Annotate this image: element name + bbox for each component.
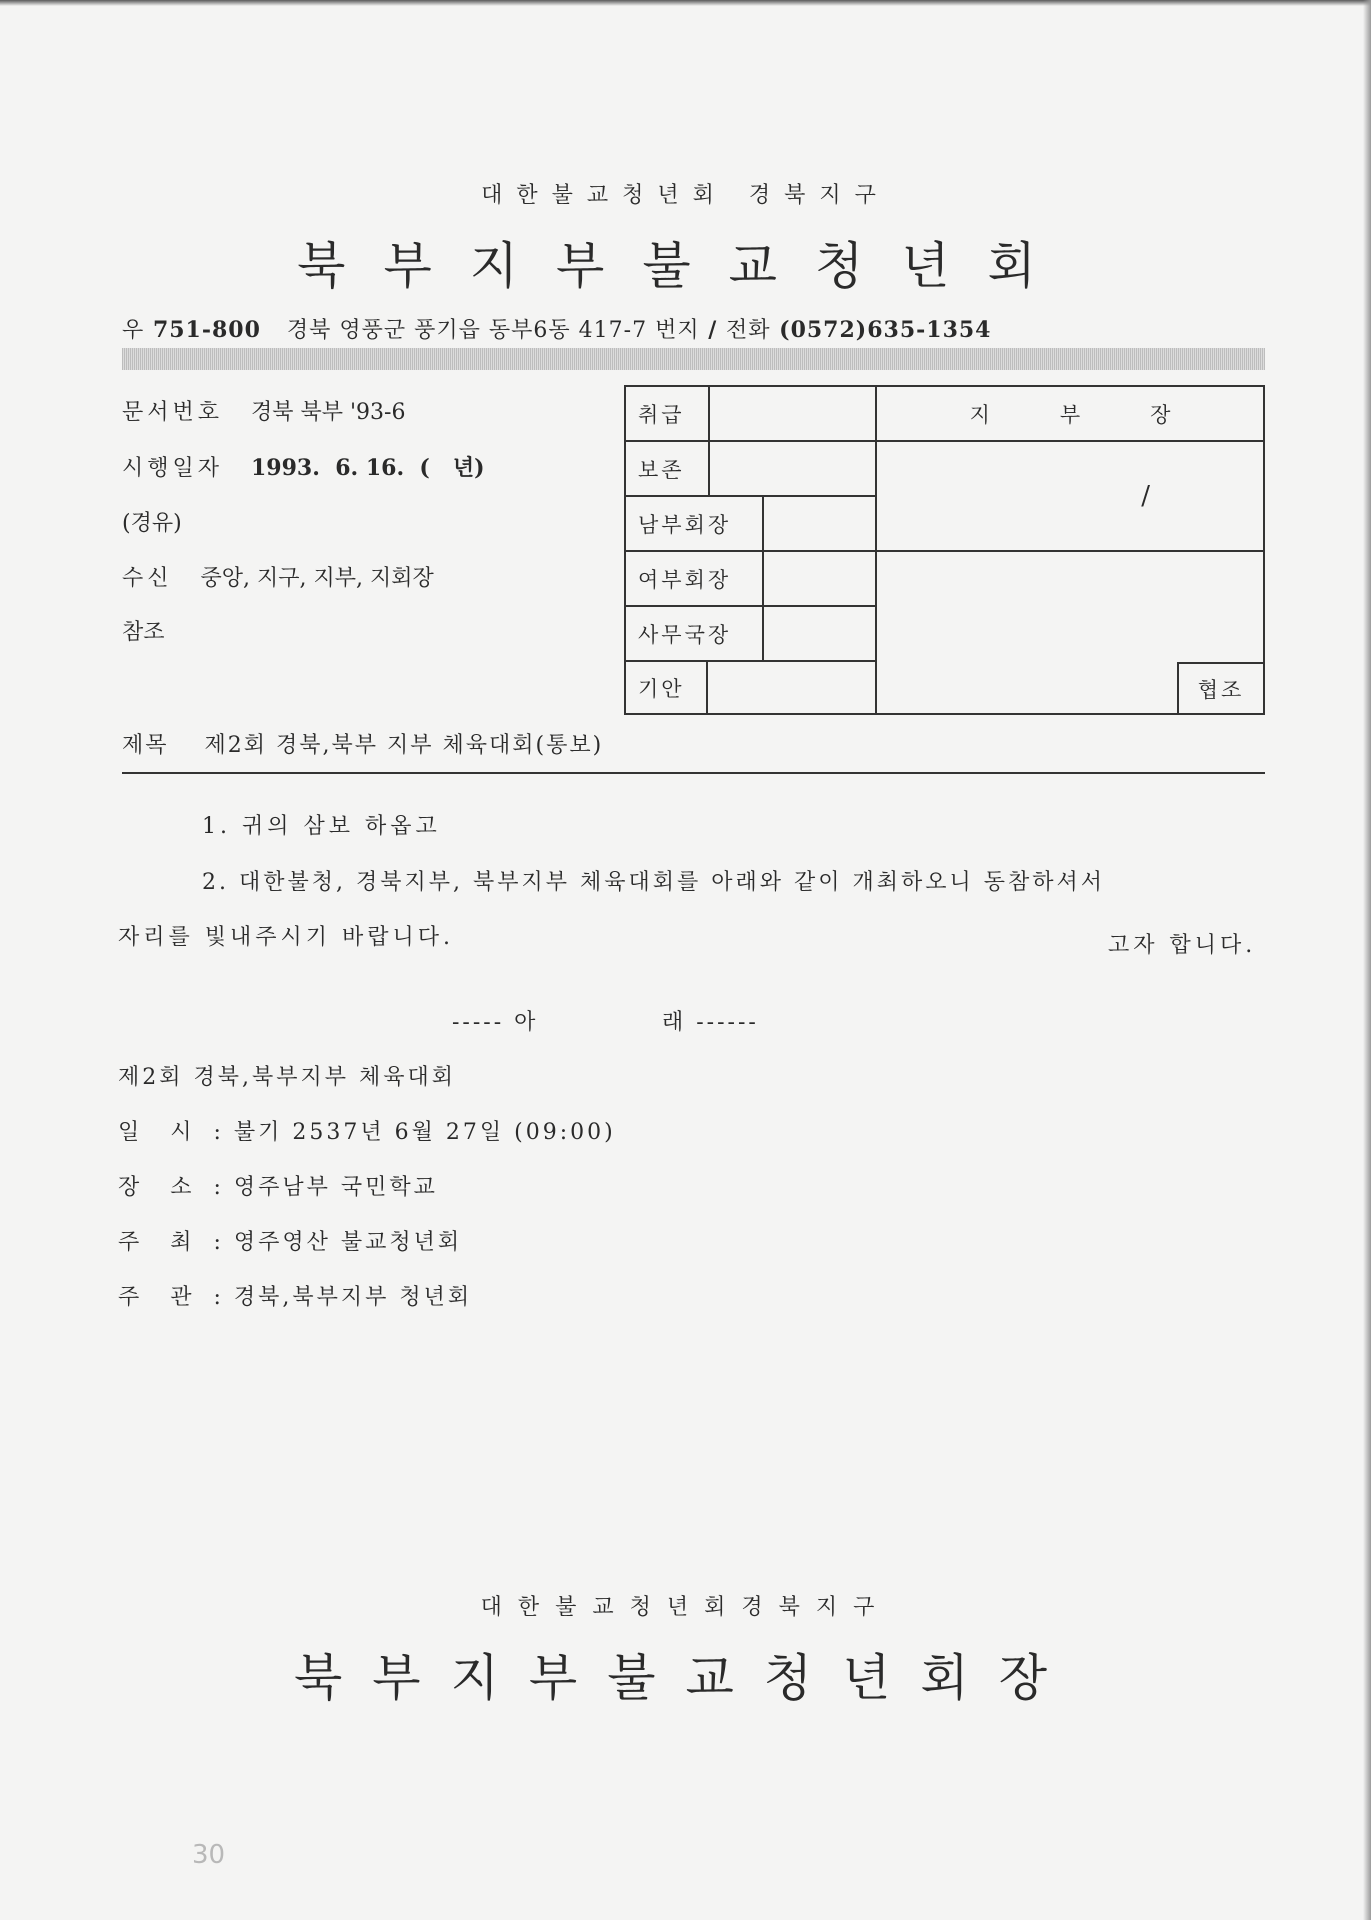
details-item-label: 장 소	[118, 1175, 204, 1200]
approval-label-drafter: 기안	[624, 660, 708, 715]
approval-field-secretary-general[interactable]	[762, 605, 877, 662]
details-item-value: 경북,북부지부 청년회	[233, 1285, 473, 1310]
subject-underline	[122, 772, 1265, 774]
date-value: 1993. 6. 16. ( 년)	[251, 455, 485, 481]
doc-number-label: 문서번호	[122, 400, 224, 425]
body-closing: 고자 합니다.	[1108, 933, 1257, 958]
org-parent-heading: 대한불교청년회 경북지구	[481, 183, 890, 208]
approval-label-secretary-general: 사무국장	[624, 605, 764, 662]
approval-table	[624, 385, 1265, 715]
approval-head-mark: /	[1141, 481, 1153, 511]
details-item-organizer: 주 관 : 경북,북부지부 청년회	[118, 1285, 473, 1310]
date-label: 시행일자	[122, 456, 224, 481]
recipient-value: 중앙, 지구, 지부, 지회장	[200, 566, 434, 591]
org-title: 북부지부불교청년회	[297, 237, 1074, 295]
doc-number-value: 경북 북부 '93-6	[251, 400, 406, 425]
doc-number-row	[122, 395, 405, 426]
approval-field-female-vp[interactable]	[762, 550, 877, 607]
details-item-venue: 장 소 : 영주남부 국민학교	[118, 1175, 438, 1200]
details-item-value: 영주남부 국민학교	[233, 1175, 438, 1200]
recipient-label: 수신	[122, 566, 173, 591]
details-item-value: 불기 2537년 6월 27일 (09:00)	[233, 1120, 616, 1145]
approval-label-handling: 취급	[624, 385, 710, 442]
body-item-2-line-1: 2. 대한불청, 경북지부, 북부지부 체육대회를 아래와 같이 개최하오니 동참하셔서	[202, 870, 1105, 895]
page-top-edge	[0, 0, 1371, 6]
details-item-value: 영주영산 불교청년회	[233, 1230, 463, 1255]
details-item-label: 주 관	[118, 1285, 204, 1310]
approval-label-male-vp: 남부회장	[624, 495, 764, 552]
date-row	[122, 451, 484, 482]
street-address: 경북 영풍군 풍기읍 동부6동 417-7 번지	[286, 318, 700, 343]
approval-field-handling[interactable]	[708, 385, 877, 442]
details-heading-left: ----- 아	[452, 1010, 539, 1035]
footer-signature-title: 북부지부불교청년회장	[294, 1649, 1077, 1707]
address-line	[122, 313, 992, 344]
postal-code: 751-800	[152, 317, 261, 343]
details-item-label: 주 최	[118, 1230, 204, 1255]
body-item-1: 1. 귀의 삼보 하옵고	[202, 814, 441, 839]
details-heading-right: 래 ------	[662, 1010, 759, 1035]
handwritten-page-mark: 30	[192, 1840, 226, 1870]
approval-field-male-vp[interactable]	[762, 495, 877, 552]
reference-label: 참조	[122, 620, 165, 645]
postal-label: 우	[122, 318, 145, 343]
approval-label-female-vp: 여부회장	[624, 550, 764, 607]
recipient-row	[122, 561, 434, 592]
details-item-host: 주 최 : 영주영산 불교청년회	[118, 1230, 463, 1255]
details-item-datetime: 일 시 : 불기 2537년 6월 27일 (09:00)	[118, 1120, 616, 1145]
approval-head-signature-box[interactable]	[875, 440, 1265, 552]
subject-row	[122, 728, 603, 759]
letterhead-divider-bar	[122, 348, 1265, 370]
approval-field-retention[interactable]	[708, 440, 877, 497]
details-item-label: 일 시	[118, 1120, 204, 1145]
cooperation-label: 협조	[1177, 662, 1265, 715]
approval-head-title: 지부장	[875, 385, 1265, 442]
phone-number: (0572)635-1354	[779, 317, 992, 343]
phone-label: 전화	[725, 318, 771, 343]
footer-org-parent: 대한불교청년회경북지구	[480, 1595, 891, 1620]
address-separator: /	[708, 317, 718, 343]
via-label: (경유)	[122, 511, 182, 536]
approval-field-drafter[interactable]	[706, 660, 877, 715]
details-event-name: 제2회 경북,북부지부 체육대회	[118, 1065, 457, 1090]
subject-value: 제2회 경북,북부 지부 체육대회(통보)	[204, 733, 604, 758]
approval-label-retention: 보존	[624, 440, 710, 497]
subject-label: 제목	[122, 733, 169, 758]
body-item-2-line-2: 자리를 빛내주시기 바랍니다.	[118, 925, 455, 950]
